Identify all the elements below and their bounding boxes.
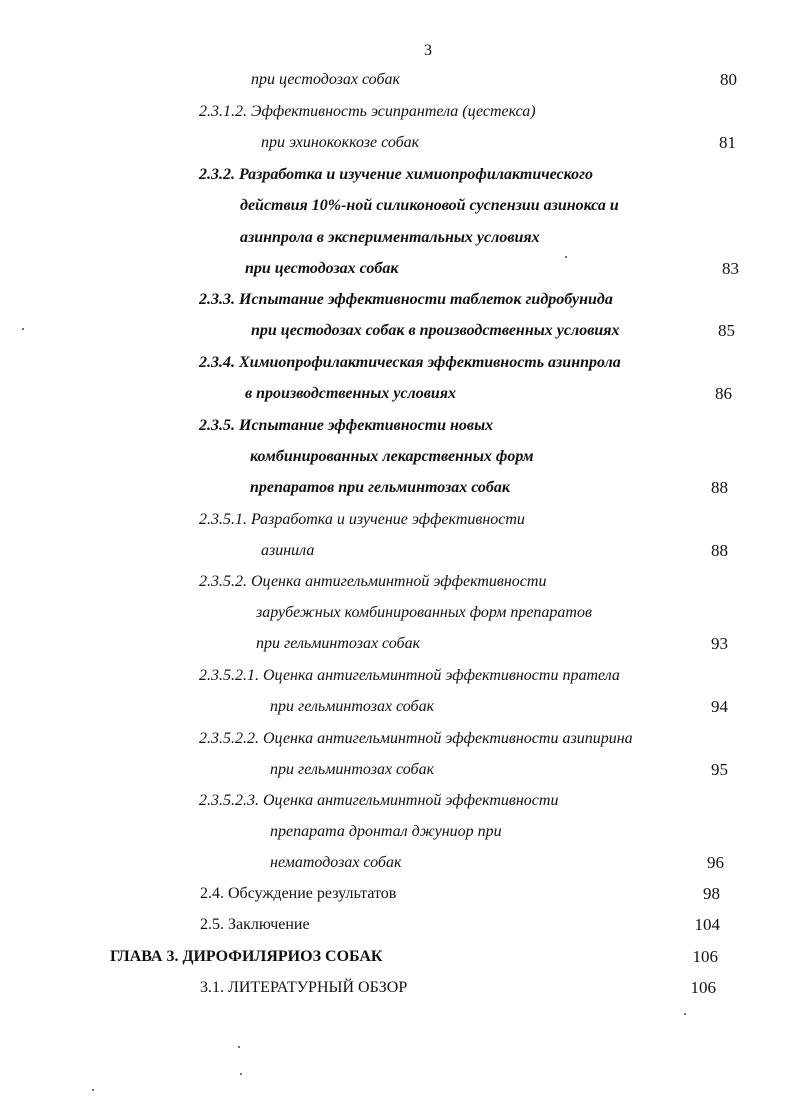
toc-line: 2.3.5.2.2. Оценка антигельминтной эффективности азипирина bbox=[199, 730, 633, 747]
toc-line: 2.3.2. Разработка и изучение химиопрофилактического bbox=[199, 166, 594, 183]
toc-page-number: 93 bbox=[711, 634, 728, 653]
toc-page-number: 106 bbox=[692, 947, 718, 966]
toc-line: нематодозах собак bbox=[270, 854, 402, 871]
toc-line: при цестодозах собак bbox=[251, 71, 400, 88]
toc-page-number: 88 bbox=[711, 478, 728, 497]
toc-line: при гельминтозах собак bbox=[270, 698, 435, 715]
toc-page-number: 94 bbox=[711, 697, 728, 716]
toc-line: 2.3.5.2. Оценка антигельминтной эффективности bbox=[199, 573, 547, 590]
toc-line: 2.3.4. Химиопрофилактическая эффективность азинпрола bbox=[199, 354, 621, 371]
toc-line: зарубежных комбинированных форм препаратов bbox=[256, 604, 592, 621]
toc-page-number: 80 bbox=[720, 70, 737, 89]
toc-line: действия 10%-ной силиконовой суспензии азинокса и bbox=[240, 197, 619, 214]
toc-line: азинила bbox=[261, 542, 315, 559]
toc-line: при цестодозах собак bbox=[245, 260, 399, 277]
scan-speck bbox=[684, 1013, 686, 1015]
toc-line: 3.1. ЛИТЕРАТУРНЫЙ ОБЗОР bbox=[200, 979, 408, 996]
toc-line: 2.4. Обсуждение результатов bbox=[200, 885, 397, 902]
toc-page-number: 85 bbox=[718, 321, 735, 340]
toc-line: 2.3.5. Испытание эффективности новых bbox=[199, 417, 494, 434]
toc-page-number: 96 bbox=[707, 853, 724, 872]
toc-line: 2.3.1.2. Эффективность эсипрантела (цестекса) bbox=[199, 103, 536, 120]
toc-line: при эхинококкозе собак bbox=[261, 134, 420, 151]
scan-speck bbox=[92, 1089, 94, 1091]
scan-speck bbox=[240, 1073, 242, 1075]
scan-speck bbox=[565, 256, 567, 258]
scan-speck bbox=[238, 1046, 240, 1048]
toc-line: препаратов при гельминтозах собак bbox=[250, 479, 511, 496]
toc-page-number: 95 bbox=[711, 760, 728, 779]
toc-line: 2.3.3. Испытание эффективности таблеток гидробунида bbox=[199, 291, 613, 308]
toc-line: препарата дронтал джуниор при bbox=[270, 823, 502, 840]
toc-line: 2.5. Заключение bbox=[200, 916, 310, 933]
toc-page-number: 81 bbox=[719, 133, 736, 152]
toc-line: при гельминтозах собак bbox=[270, 761, 435, 778]
toc-line: в производственных условиях bbox=[245, 385, 457, 402]
chapter-heading: ГЛАВА 3. ДИРОФИЛЯРИОЗ СОБАК bbox=[110, 948, 383, 965]
toc-page-number: 106 bbox=[690, 978, 716, 997]
scan-speck bbox=[22, 328, 24, 330]
toc-page-number: 104 bbox=[694, 915, 720, 934]
toc-line: 2.3.5.2.3. Оценка антигельминтной эффективности bbox=[199, 792, 559, 809]
toc-line: комбинированных лекарственных форм bbox=[250, 448, 534, 465]
toc-line: азинпрола в экспериментальных условиях bbox=[240, 229, 540, 246]
toc-page-number: 83 bbox=[722, 259, 739, 278]
page-number: 3 bbox=[424, 42, 432, 59]
toc-line: 2.3.5.1. Разработка и изучение эффективности bbox=[199, 511, 525, 528]
toc-page-number: 86 bbox=[715, 384, 732, 403]
toc-line: 2.3.5.2.1. Оценка антигельминтной эффективности пратела bbox=[199, 667, 620, 684]
toc-line: при гельминтозах собак bbox=[256, 635, 421, 652]
toc-line: при цестодозах собак в производственных условиях bbox=[251, 322, 620, 339]
toc-page-number: 88 bbox=[711, 541, 728, 560]
toc-page-number: 98 bbox=[703, 884, 720, 903]
